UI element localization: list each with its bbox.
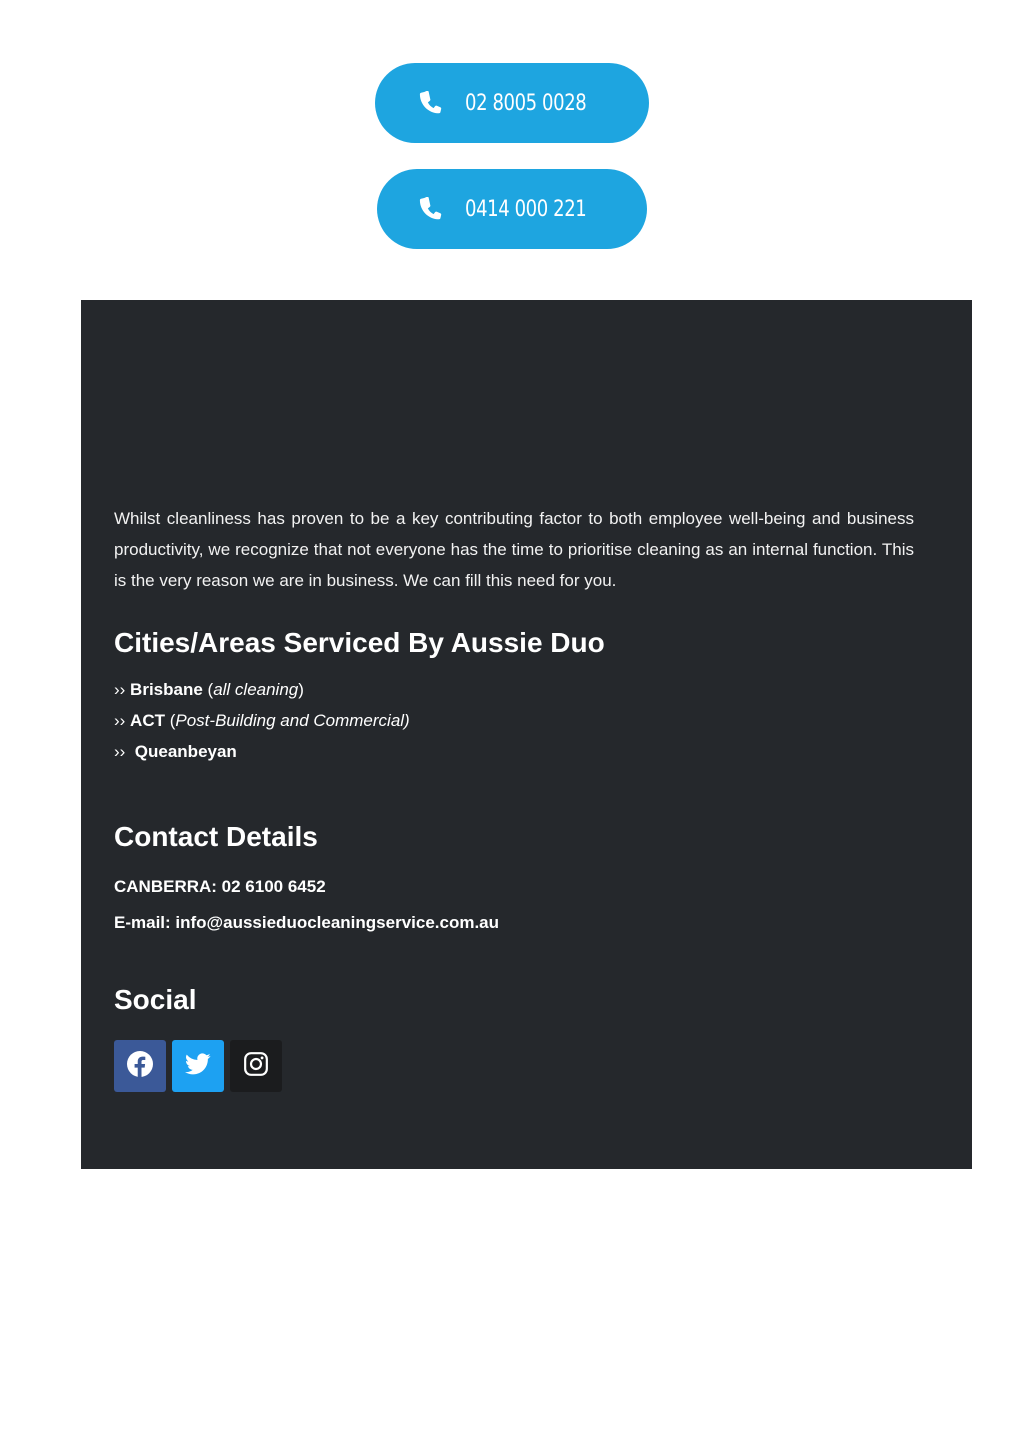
- area-note: all cleaning: [213, 680, 299, 699]
- instagram-icon: [243, 1051, 269, 1082]
- call-button-label: 0414 000 221: [465, 196, 587, 222]
- canberra-phone[interactable]: CANBERRA: 02 6100 6452: [114, 877, 326, 896]
- email-link[interactable]: E-mail: info@aussieduocleaningservice.com.au: [114, 913, 500, 932]
- phone-icon: [419, 91, 443, 115]
- area-name: Brisbane: [130, 680, 203, 699]
- area-name: Queanbeyan: [134, 742, 237, 761]
- social-links: [114, 1040, 282, 1092]
- area-paren-open: (: [202, 680, 214, 699]
- area-note: Post-Building and Commercial): [175, 711, 410, 730]
- area-item-queanbeyan: [114, 736, 410, 767]
- cities-heading: Cities/Areas Serviced By Aussie Duo: [114, 627, 605, 658]
- intro-paragraph: Whilst cleanliness has proven to be a key contributing factor to both employee well-being and business productivity, we recognize that not everyone has the time to prioritise cleaning as an internal function. This is the very reason we are in business. We can fill this need for you.: [114, 509, 914, 590]
- facebook-icon: [127, 1051, 153, 1082]
- area-bullet: ››: [114, 711, 131, 730]
- footer-section: [81, 300, 972, 1169]
- twitter-icon: [185, 1051, 211, 1082]
- call-button-label: 02 8005 0028: [465, 90, 587, 116]
- area-name: ACT: [130, 711, 165, 730]
- twitter-button[interactable]: [172, 1040, 224, 1092]
- area-paren-open: (: [165, 711, 176, 730]
- call-button-primary[interactable]: [375, 63, 649, 143]
- area-paren-close: ): [298, 680, 304, 699]
- area-item-brisbane: [114, 674, 410, 705]
- phone-icon: [419, 197, 443, 221]
- area-item-act: [114, 705, 410, 736]
- call-button-mobile[interactable]: [377, 169, 647, 249]
- areas-list: [114, 674, 410, 767]
- contact-heading: Contact Details: [114, 821, 318, 852]
- facebook-button[interactable]: [114, 1040, 166, 1092]
- area-bullet: ››: [114, 742, 135, 761]
- area-bullet: ››: [114, 680, 131, 699]
- instagram-button[interactable]: [230, 1040, 282, 1092]
- social-heading: Social: [114, 984, 197, 1015]
